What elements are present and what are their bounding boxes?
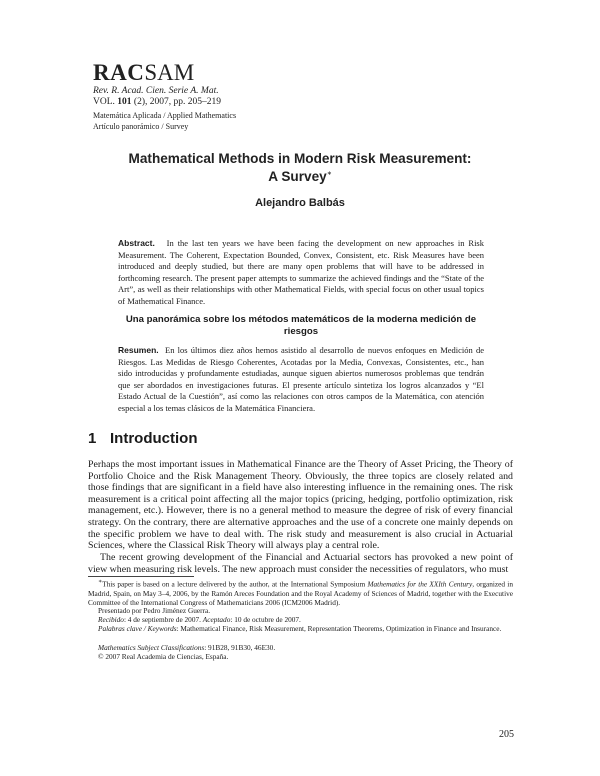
body-paragraph-2: The recent growing development of the Financial and Actuarial sectors has provoked a new point of view when measuring risk levels. The new approach must consider the necessities of regulators, who must (88, 552, 513, 575)
footnote-lecture: ∗This paper is based on a lecture delivered by the author, at the International Symposium Mathematics for the XXIth Century, organized in Madrid, Spain, on May 3–4, 2006, by the Ramón Areces Foundation and the Royal Academy of Sciences of Madrid, together with the Executive Committee of the International Congress of Mathematicians 2006 (ICM2006 Madrid). (88, 579, 513, 608)
page-number: 205 (499, 729, 514, 740)
abstract-english (118, 238, 484, 307)
resumen-text: En los últimos diez años hemos asistido al desarrollo de nuevos enfoques en Medición de Riesgos. Las Medidas de Riesgo Coherentes, Acotadas por la Media, Convexas, Consistentes, etc., han sido introducidas y profundamente estudiadas, aunque siguen abiertos numerosos problemas que tendrán que ser abordados en investigaciones futuras. El presente artículo sintetiza los logros alcanzados y “El Estado Actual de la Cuestión”, así como las relaciones con otros campos de la Matemática, con atención especial a los temas clásicos de la Matemática Financiera. (118, 345, 484, 413)
resumen-label: Resumen. (118, 345, 159, 355)
spanish-title: Una panorámica sobre los métodos matemáticos de la moderna medición de riesgos (125, 314, 477, 337)
footnote-msc: Mathematics Subject Classifications: 91B28, 91B30, 46E30. (98, 643, 276, 652)
footnote-rule (88, 576, 194, 577)
section-number: 1 (88, 430, 97, 447)
journal-category: Matemática Aplicada / Applied Mathematics (93, 111, 237, 120)
section-title: Introduction (110, 430, 198, 447)
title-footnote-mark[interactable]: ∗ (326, 171, 332, 177)
footnote-presented: Presentado por Pedro Jiménez Guerra. (98, 606, 211, 615)
journal-volume: VOL. 101 (2), 2007, pp. 205–219 (93, 97, 221, 107)
section-heading (88, 430, 197, 447)
paper-title-line1: Mathematical Methods in Modern Risk Measurement: (128, 151, 472, 166)
footnote-copyright: © 2007 Real Academia de Ciencias, España. (98, 652, 229, 661)
journal-citation: Rev. R. Acad. Cien. Serie A. Mat. (93, 86, 219, 96)
author-name: Alejandro Balbás (255, 197, 345, 209)
journal-logo: RACSAM (93, 60, 195, 85)
footnote-keywords: Palabras clave / Keywords: Mathematical Finance, Risk Measurement, Representation Theorems, Optimization in Finance and Insurance. (98, 624, 502, 633)
abstract-text: In the last ten years we have been facing the development on new approaches in Risk Measurement. The Coherent, Expectation Bounded, Convex, Consistent, etc. Risk Measures have been introduced and deeply studied, but there are many open problems that will have to be addressed in forthcoming research. The present paper attempts to summarize the achieved findings and the “State of the Art”, as well as their relationships with other Mathematical Fields, with special focus on other usual topics of Mathematical Finance. (118, 238, 484, 306)
body-paragraph-1: Perhaps the most important issues in Mathematical Finance are the Theory of Asset Pricing, the Theory of Portfolio Choice and the Risk Management Theory. Obviously, the three topics are closely related and those findings that are significant in a field have also interesting influence in the remaining ones. The risk measurement is a critical point affecting all the major topics (pricing, hedging, portfolio optimization, risk management, etc.). However, there is no a general method to measure the degree of risk of every financial strategy. On the contrary, there are alternative approaches and the use of a concrete one mainly depends on the specific problem we have to deal with. The risk study and measurement is also crucial in Actuarial Sciences, where the Classical Risk Theory will always play a central role. (88, 459, 513, 552)
abstract-spanish (118, 345, 484, 414)
paper-title-line2: A Survey∗ (268, 169, 332, 184)
article-type: Artículo panorámico / Survey (93, 122, 189, 131)
abstract-label: Abstract. (118, 238, 155, 248)
footnote-dates: Recibido: 4 de septiembre de 2007. Aceptado: 10 de octubre de 2007. (98, 615, 301, 624)
